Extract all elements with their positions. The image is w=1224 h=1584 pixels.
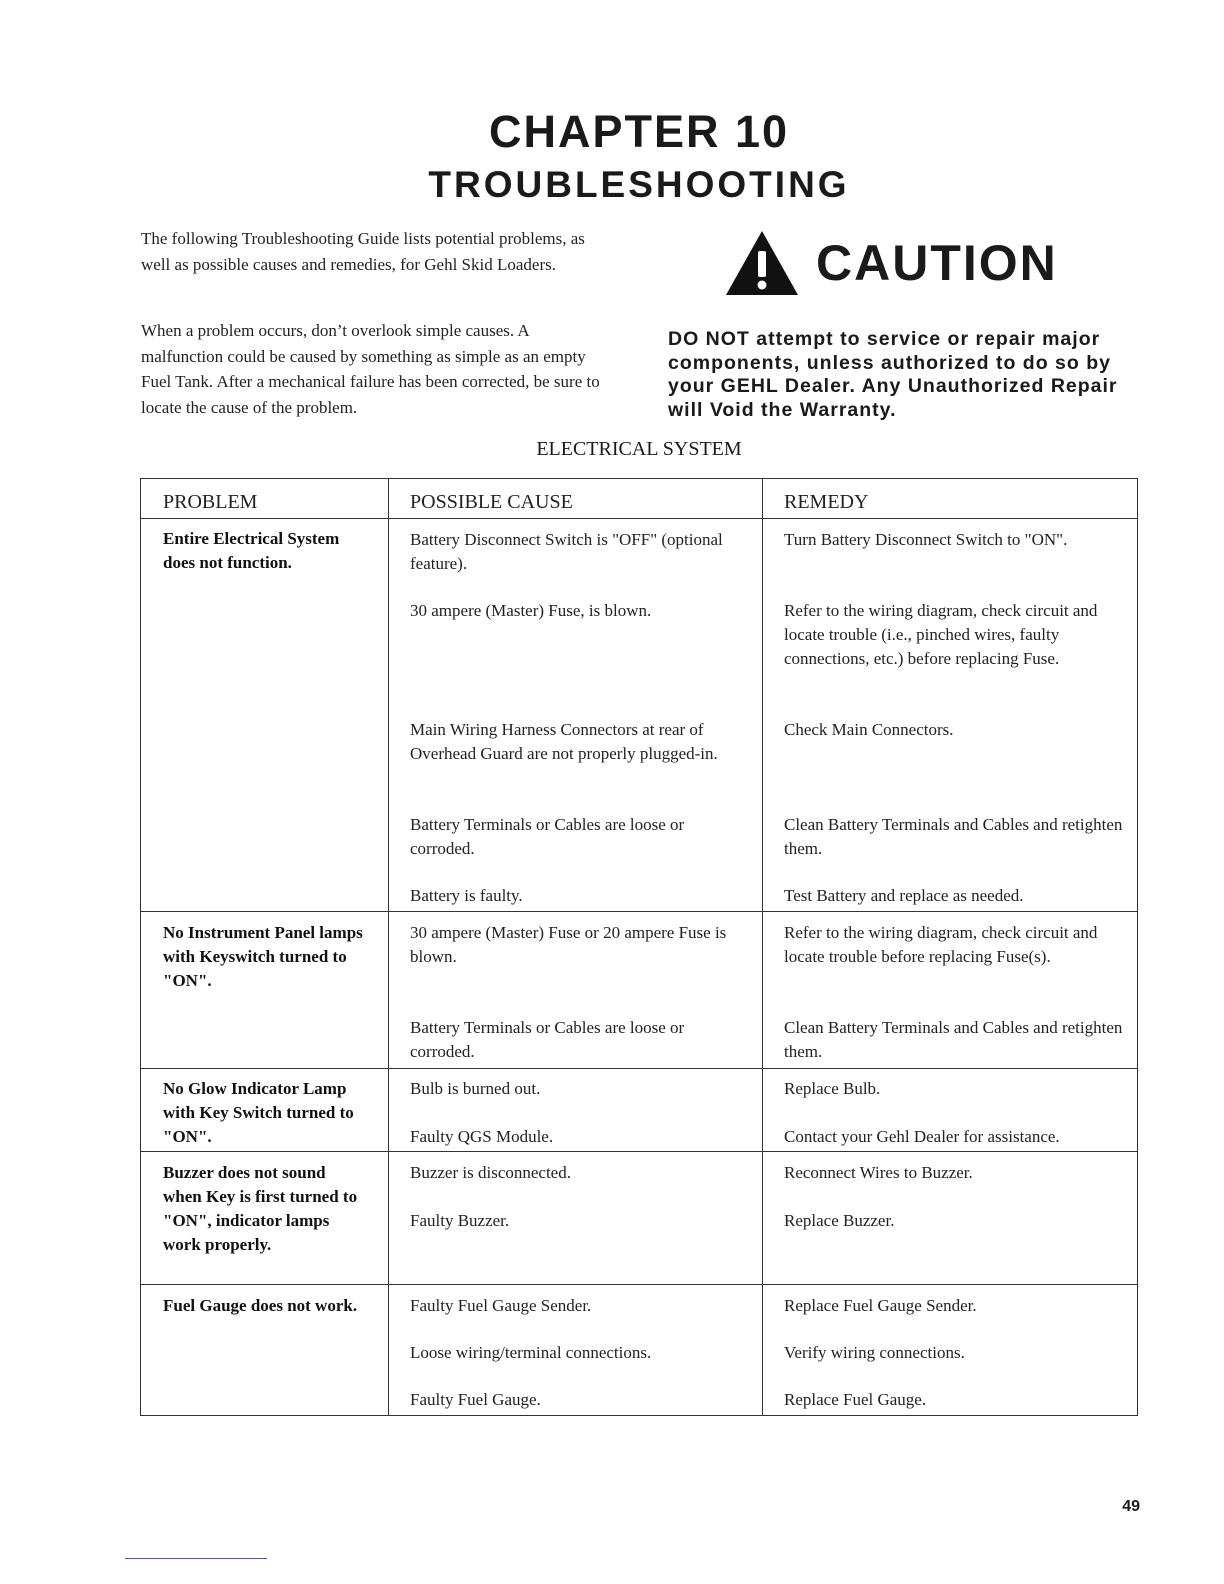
caution-banner [724, 228, 1058, 298]
column-divider [762, 479, 763, 1415]
intro-paragraph-1: The following Troubleshooting Guide lists potential problems, as well as possible causes and remedies, for Gehl Skid Loaders. [141, 229, 585, 274]
cause-cell: 30 ampere (Master) Fuse, is blown. [410, 601, 652, 620]
header-divider [141, 518, 1137, 519]
cause-cell: Bulb is burned out. [410, 1079, 541, 1098]
column-divider [388, 479, 389, 1415]
caution-text: DO NOT attempt to service or repair major components, unless authorized to do so by your GEHL Dealer. Any Unauthorized Repair will Void the Warranty. [668, 328, 1118, 421]
remedy-cell: Replace Bulb. [784, 1079, 881, 1098]
remedy-cell: Verify wiring connections. [784, 1343, 965, 1362]
problem-cell: No Glow Indicator Lamp with Key Switch turned to "ON". [163, 1079, 354, 1146]
footer-rule [125, 1558, 267, 1559]
row-divider [141, 1068, 1137, 1069]
remedy-cell: Check Main Connectors. [784, 720, 954, 739]
chapter-heading: CHAPTER 10 [488, 106, 790, 157]
remedy-cell: Test Battery and replace as needed. [784, 886, 1024, 905]
remedy-cell: Refer to the wiring diagram, check circuit and locate trouble (i.e., pinched wires, faulty connections, etc.) before replacing Fuse. [784, 601, 1098, 668]
remedy-cell: Contact your Gehl Dealer for assistance. [784, 1127, 1060, 1146]
remedy-cell: Turn Battery Disconnect Switch to "ON". [784, 530, 1068, 549]
cause-cell: Battery is faulty. [410, 886, 523, 905]
warning-triangle-icon [724, 229, 800, 297]
problem-cell: No Instrument Panel lamps with Keyswitch turned to "ON". [163, 923, 363, 990]
row-divider [141, 1151, 1137, 1152]
troubleshooting-table [140, 478, 1138, 1416]
cause-cell: Battery Disconnect Switch is "OFF" (optional feature). [410, 530, 723, 573]
cause-cell: Faulty QGS Module. [410, 1127, 554, 1146]
column-header-cause: POSSIBLE CAUSE [410, 491, 573, 513]
problem-cell: Entire Electrical System does not function. [163, 529, 340, 572]
page-title: TROUBLESHOOTING [428, 164, 850, 205]
section-title: ELECTRICAL SYSTEM [536, 438, 742, 460]
remedy-cell: Reconnect Wires to Buzzer. [784, 1163, 973, 1182]
cause-cell: Main Wiring Harness Connectors at rear of Overhead Guard are not properly plugged-in. [410, 720, 718, 763]
caution-label: CAUTION [816, 235, 1058, 291]
row-divider [141, 1284, 1137, 1285]
column-header-remedy: REMEDY [784, 491, 869, 513]
cause-cell: Faulty Fuel Gauge Sender. [410, 1296, 592, 1315]
remedy-cell: Refer to the wiring diagram, check circuit and locate trouble before replacing Fuse(s). [784, 923, 1098, 966]
column-header-problem: PROBLEM [163, 491, 258, 513]
remedy-cell: Replace Fuel Gauge. [784, 1390, 927, 1409]
problem-cell: Buzzer does not sound when Key is first turned to "ON", indicator lamps work properly. [163, 1163, 358, 1254]
cause-cell: Faulty Buzzer. [410, 1211, 510, 1230]
cause-cell: Battery Terminals or Cables are loose or corroded. [410, 815, 685, 858]
cause-cell: Battery Terminals or Cables are loose or corroded. [410, 1018, 685, 1061]
problem-cell: Fuel Gauge does not work. [163, 1296, 358, 1315]
remedy-cell: Clean Battery Terminals and Cables and retighten them. [784, 815, 1123, 858]
page-number: 49 [1122, 1498, 1140, 1515]
cause-cell: Faulty Fuel Gauge. [410, 1390, 541, 1409]
remedy-cell: Replace Fuel Gauge Sender. [784, 1296, 977, 1315]
remedy-cell: Replace Buzzer. [784, 1211, 895, 1230]
cause-cell: 30 ampere (Master) Fuse or 20 ampere Fuse is blown. [410, 923, 727, 966]
cause-cell: Buzzer is disconnected. [410, 1163, 571, 1182]
intro-paragraph-2: When a problem occurs, don’t overlook simple causes. A malfunction could be caused by something as simple as an empty Fuel Tank. After a mechanical failure has been corrected, be sure to locate the cause of the problem. [141, 321, 600, 417]
remedy-cell: Clean Battery Terminals and Cables and retighten them. [784, 1018, 1123, 1061]
cause-cell: Loose wiring/terminal connections. [410, 1343, 652, 1362]
row-divider [141, 911, 1137, 912]
